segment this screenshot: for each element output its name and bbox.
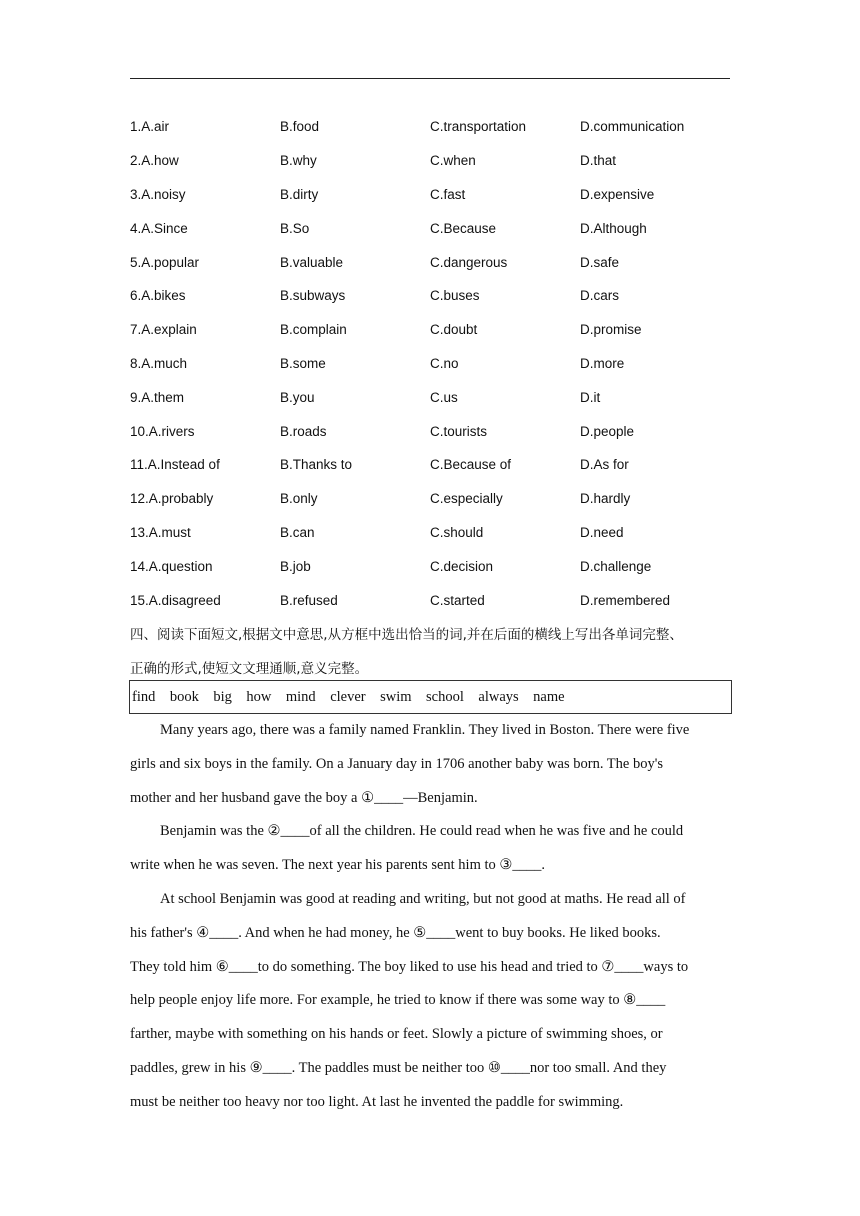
passage-line: mother and her husband gave the boy a ①____—Benjamin.	[130, 789, 478, 806]
option-choice: D.expensive	[580, 186, 655, 202]
option-choice: B.job	[280, 558, 311, 574]
option-choice: C.decision	[430, 558, 494, 574]
option-row	[130, 516, 750, 550]
option-choice: B.only	[280, 491, 318, 507]
word-bank-item: how	[246, 688, 272, 705]
header-rule	[130, 78, 730, 79]
option-choice: C.fast	[430, 186, 466, 202]
option-choice: C.started	[430, 592, 485, 608]
option-choice: C.us	[430, 389, 458, 405]
option-choice: D.As for	[580, 457, 629, 473]
option-choice: 2.A.how	[130, 153, 179, 169]
option-choice: 10.A.rivers	[130, 423, 195, 439]
option-choice: D.remembered	[580, 592, 671, 608]
option-choice: D.hardly	[580, 491, 631, 507]
option-choice: B.roads	[280, 423, 327, 439]
word-bank-item: book	[169, 688, 199, 705]
word-bank-item: find	[132, 688, 156, 705]
word-bank-item: always	[478, 688, 519, 705]
option-choice: B.refused	[280, 592, 338, 608]
option-row	[130, 245, 750, 279]
option-row	[130, 313, 750, 347]
passage-line: They told him ⑥____to do something. The boy liked to use his head and tried to ⑦____ways to	[130, 958, 689, 975]
option-choice: 1.A.air	[130, 119, 170, 135]
passage-line: Benjamin was the ②____of all the children. He could read when he was five and he could	[160, 823, 684, 840]
passage	[130, 714, 750, 1120]
option-choice: C.especially	[430, 491, 503, 507]
passage-line: girls and six boys in the family. On a January day in 1706 another baby was born. The boy's	[130, 755, 663, 772]
option-choice: 5.A.popular	[130, 254, 200, 270]
option-choice: B.dirty	[280, 186, 319, 202]
passage-line: Many years ago, there was a family named Franklin. They lived in Boston. There were five	[160, 722, 690, 738]
option-row	[130, 482, 750, 516]
option-choice: B.So	[280, 220, 310, 236]
option-choice: C.dangerous	[430, 254, 508, 270]
option-choice: 7.A.explain	[130, 322, 197, 338]
option-choice: B.subways	[280, 288, 346, 304]
passage-line: help people enjoy life more. For example, he tried to know if there was some way to ⑧____	[130, 992, 666, 1009]
option-choice: C.should	[430, 524, 484, 540]
option-row	[130, 144, 750, 178]
option-choice: C.tourists	[430, 423, 488, 439]
option-choice: B.why	[280, 153, 317, 169]
option-choice: B.you	[280, 389, 315, 405]
option-row	[130, 414, 750, 448]
option-row	[130, 279, 750, 313]
word-bank-item: name	[533, 688, 565, 705]
option-choice: 12.A.probably	[130, 491, 214, 507]
word-bank-item: mind	[285, 688, 316, 705]
passage-line: write when he was seven. The next year his parents sent him to ③____.	[130, 857, 546, 874]
option-row	[130, 110, 750, 144]
option-choice: C.no	[430, 355, 459, 371]
option-choice: B.valuable	[280, 254, 344, 270]
option-choice: C.doubt	[430, 322, 478, 338]
word-bank-item: swim	[380, 688, 412, 705]
option-row	[130, 448, 750, 482]
option-row	[130, 347, 750, 381]
option-choice: 13.A.must	[130, 524, 191, 540]
option-choice: D.people	[580, 423, 635, 439]
option-choice: C.transportation	[430, 119, 527, 135]
option-choice: C.when	[430, 153, 476, 169]
option-choice: 4.A.Since	[130, 220, 188, 236]
option-choice: D.safe	[580, 254, 620, 270]
option-row	[130, 583, 750, 617]
option-choice: D.Although	[580, 220, 647, 236]
word-bank-item: school	[426, 688, 464, 705]
option-choice: D.promise	[580, 322, 642, 338]
option-choice: C.Because of	[430, 457, 512, 473]
passage-line: must be neither too heavy nor too light. At last he invented the paddle for swimming.	[130, 1093, 624, 1110]
option-choice: C.Because	[430, 220, 497, 236]
option-choice: D.challenge	[580, 558, 652, 574]
passage-line: farther, maybe with something on his hands or feet. Slowly a picture of swimming shoes, or	[130, 1026, 663, 1043]
options-table	[130, 110, 750, 617]
option-choice: D.cars	[580, 288, 620, 304]
instruction-line-2: 正确的形式,使短文文理通顺,意义完整。	[130, 661, 369, 677]
word-bank-item: big	[213, 688, 232, 705]
option-row	[130, 549, 750, 583]
option-choice: B.food	[280, 119, 320, 135]
option-row	[130, 380, 750, 414]
option-choice: 3.A.noisy	[130, 186, 186, 202]
option-choice: D.need	[580, 524, 624, 540]
option-choice: 14.A.question	[130, 558, 213, 574]
section-four-instructions	[130, 618, 770, 686]
option-choice: B.Thanks to	[280, 457, 353, 473]
word-bank-item: clever	[330, 688, 366, 705]
option-choice: 9.A.them	[130, 389, 185, 405]
passage-line: his father's ④____. And when he had money, he ⑤____went to buy books. He liked books.	[130, 924, 661, 941]
option-row	[130, 178, 750, 212]
option-choice: B.some	[280, 355, 326, 371]
option-choice: D.it	[580, 389, 601, 405]
option-row	[130, 211, 750, 245]
option-choice: 8.A.much	[130, 355, 188, 371]
option-choice: 6.A.bikes	[130, 288, 186, 304]
passage-line: At school Benjamin was good at reading and writing, but not good at maths. He read all of	[160, 890, 686, 907]
option-choice: 11.A.Instead of	[130, 457, 220, 473]
word-bank-box	[129, 680, 732, 714]
option-choice: 15.A.disagreed	[130, 592, 221, 608]
option-choice: B.complain	[280, 322, 347, 338]
option-choice: D.more	[580, 355, 625, 371]
instruction-line-1: 四、阅读下面短文,根据文中意思,从方框中选出恰当的词,并在后面的横线上写出各单词完整、	[130, 627, 683, 643]
option-choice: D.communication	[580, 119, 685, 135]
option-choice: C.buses	[430, 288, 480, 304]
option-choice: B.can	[280, 524, 315, 540]
option-choice: D.that	[580, 153, 617, 169]
passage-line: paddles, grew in his ⑨____. The paddles must be neither too ⑩____nor too small. And they	[130, 1059, 667, 1076]
